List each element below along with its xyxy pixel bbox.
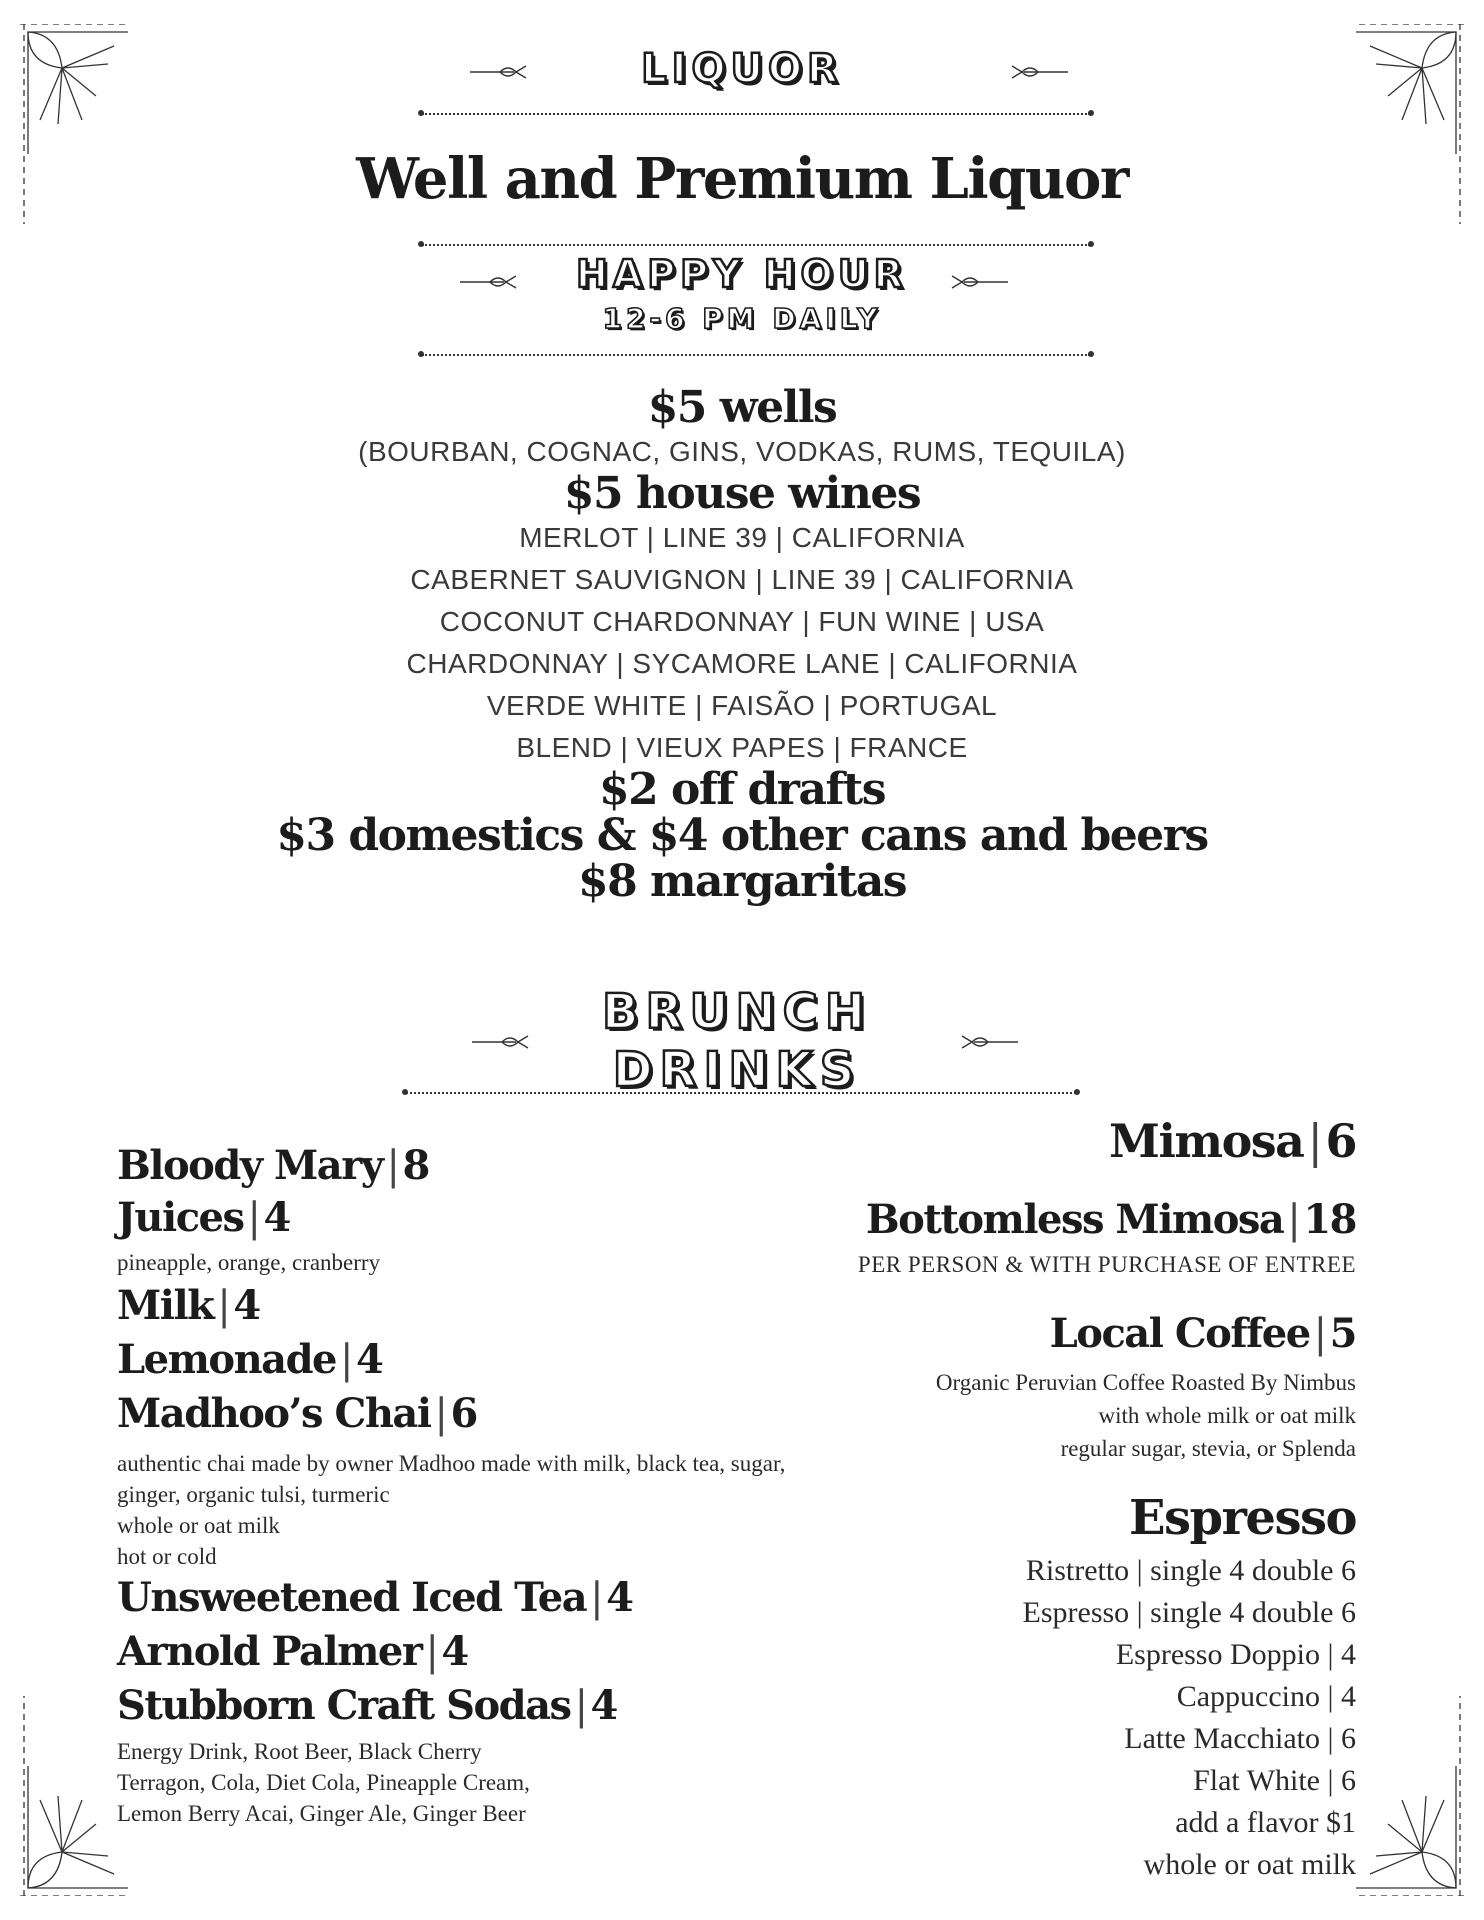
wine-item: COCONUT CHARDONNAY | FUN WINE | USA bbox=[439, 606, 1045, 637]
espresso-item: Flat White | 6 bbox=[1193, 1764, 1356, 1797]
juices-note: pineapple, orange, cranberry bbox=[117, 1250, 381, 1275]
menu-item-bottomless-mimosa: Bottomless Mimosa | 18 bbox=[865, 1196, 1356, 1243]
menu-item-juices: Juices | 4 bbox=[117, 1194, 290, 1241]
corner-ornament-bottom-right bbox=[1356, 1696, 1466, 1896]
espresso-item: Espresso Doppio | 4 bbox=[1115, 1638, 1356, 1671]
flourish-right-icon bbox=[948, 272, 1008, 292]
coffee-note: Organic Peruvian Coffee Roasted By Nimbus with whole milk or oat milk regular sugar, stevia, or Splenda bbox=[935, 1370, 1356, 1461]
flourish-right-icon bbox=[958, 1032, 1018, 1052]
item-name: Lemonade bbox=[117, 1336, 336, 1383]
flourish-right-icon bbox=[1008, 62, 1068, 82]
menu-item-local-coffee: Local Coffee | 5 bbox=[1049, 1310, 1356, 1357]
house-wines-title: $5 house wines bbox=[563, 468, 921, 519]
special-item: $3 domestics & $4 other cans and beers bbox=[276, 810, 1208, 861]
flourish-left-icon bbox=[460, 272, 520, 292]
espresso-item: Latte Macchiato | 6 bbox=[1124, 1722, 1356, 1755]
divider bbox=[422, 113, 1090, 115]
item-price: 4 bbox=[606, 1574, 633, 1621]
flourish-left-icon bbox=[470, 62, 530, 82]
item-name: Bottomless Mimosa bbox=[865, 1196, 1284, 1243]
espresso-item: Ristretto | single 4 double 6 bbox=[1025, 1554, 1356, 1587]
liquor-headline: Well and Premium Liquor bbox=[356, 146, 1128, 212]
wine-item: CHARDONNAY | SYCAMORE LANE | CALIFORNIA bbox=[406, 648, 1078, 679]
menu-item-bloody-mary: Bloody Mary | 8 bbox=[117, 1142, 429, 1189]
corner-ornament-bottom-left bbox=[18, 1696, 128, 1896]
menu-item-chai: Madhoo’s Chai | 6 bbox=[117, 1390, 477, 1437]
item-price: 4 bbox=[233, 1282, 260, 1329]
item-price: 4 bbox=[263, 1194, 290, 1241]
divider bbox=[422, 244, 1090, 246]
item-name: Unsweetened Iced Tea bbox=[117, 1574, 587, 1621]
item-price: 6 bbox=[450, 1390, 477, 1437]
item-price: 18 bbox=[1303, 1196, 1356, 1243]
wine-item: MERLOT | LINE 39 | CALIFORNIA bbox=[519, 522, 965, 553]
item-price: 6 bbox=[1325, 1114, 1356, 1168]
menu-item-milk: Milk | 4 bbox=[117, 1282, 260, 1329]
espresso-item: whole or oat milk bbox=[1143, 1848, 1356, 1881]
chai-note: authentic chai made by owner Madhoo made with milk, black tea, sugar, ginger, organic tulsi, turmeric whole or oat milk hot or cold bbox=[117, 1451, 786, 1569]
item-name: Milk bbox=[117, 1282, 214, 1329]
item-name: Local Coffee bbox=[1049, 1310, 1310, 1357]
item-name: Stubborn Craft Sodas bbox=[117, 1682, 571, 1729]
wells-detail: (BOURBAN, COGNAC, GINS, VODKAS, RUMS, TEQUILA) bbox=[358, 436, 1126, 467]
menu-item-iced-tea: Unsweetened Iced Tea | 4 bbox=[117, 1574, 633, 1621]
item-name: Bloody Mary bbox=[117, 1142, 383, 1189]
item-name: Juices bbox=[117, 1194, 244, 1241]
espresso-item: Espresso | single 4 double 6 bbox=[1022, 1596, 1356, 1629]
espresso-item: add a flavor $1 bbox=[1175, 1806, 1356, 1839]
item-name: Arnold Palmer bbox=[117, 1628, 422, 1675]
item-price: 4 bbox=[441, 1628, 468, 1675]
special-item: $2 off drafts bbox=[598, 764, 886, 815]
item-price: 5 bbox=[1329, 1310, 1356, 1357]
divider bbox=[406, 1092, 1076, 1094]
menu-item-arnold-palmer: Arnold Palmer | 4 bbox=[117, 1628, 468, 1675]
wine-item: BLEND | VIEUX PAPES | FRANCE bbox=[516, 732, 968, 763]
item-price: 8 bbox=[402, 1142, 429, 1189]
item-price: 4 bbox=[355, 1336, 383, 1383]
brunch-title-line1: BRUNCH bbox=[601, 984, 873, 1040]
menu-item-craft-sodas: Stubborn Craft Sodas | 4 bbox=[117, 1682, 617, 1729]
wine-item: VERDE WHITE | FAISÃO | PORTUGAL bbox=[486, 690, 998, 721]
item-name: Mimosa bbox=[1109, 1114, 1304, 1168]
happy-hour-title: HAPPY HOUR bbox=[576, 252, 908, 296]
espresso-item: Cappuccino | 4 bbox=[1176, 1680, 1356, 1713]
espresso-title: Espresso bbox=[1128, 1490, 1356, 1546]
liquor-section-title: LIQUOR bbox=[641, 46, 843, 92]
item-price: 4 bbox=[590, 1682, 617, 1729]
happy-hour-time: 12-6 PM DAILY bbox=[602, 302, 882, 335]
menu-item-lemonade: Lemonade | 4 bbox=[117, 1336, 383, 1383]
item-name: Madhoo’s Chai bbox=[117, 1390, 431, 1437]
wells-title: $5 wells bbox=[647, 382, 837, 433]
divider bbox=[422, 354, 1090, 356]
menu-item-mimosa: Mimosa|6 bbox=[1109, 1114, 1356, 1168]
sodas-note: Energy Drink, Root Beer, Black Cherry Terragon, Cola, Diet Cola, Pineapple Cream, Lemon Berry Acai, Ginger Ale, Ginger Beer bbox=[117, 1739, 530, 1826]
wine-item: CABERNET SAUVIGNON | LINE 39 | CALIFORNIA bbox=[410, 564, 1074, 595]
flourish-left-icon bbox=[472, 1032, 532, 1052]
bottomless-note: PER PERSON & WITH PURCHASE OF ENTREE bbox=[857, 1252, 1356, 1277]
special-item: $8 margaritas bbox=[577, 856, 907, 907]
brunch-title-line2: DRINKS bbox=[612, 1042, 862, 1098]
